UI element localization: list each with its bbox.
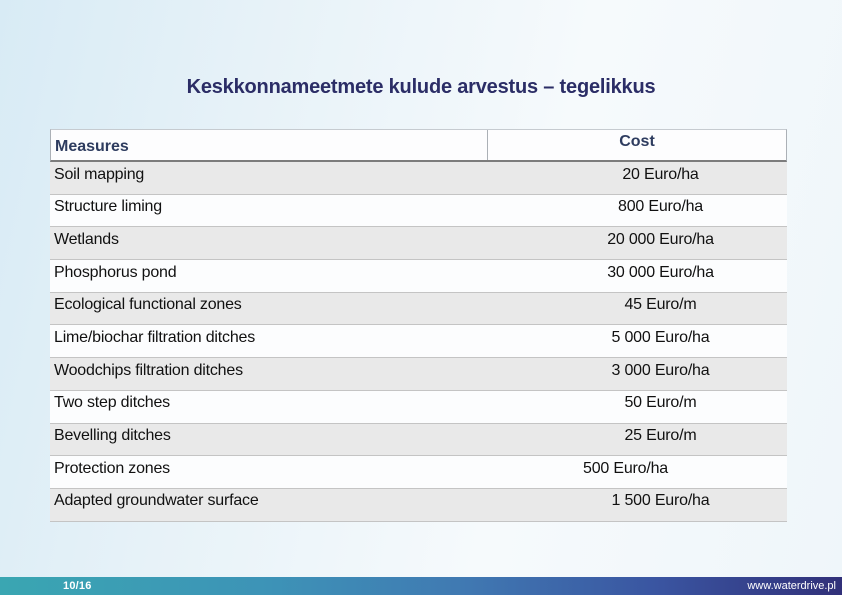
cost-cell: 5 000 Euro/ha	[611, 328, 710, 346]
table-row	[50, 227, 787, 260]
cost-cell: 45 Euro/m	[624, 296, 697, 314]
table-row	[50, 391, 787, 424]
cost-cell: 30 000 Euro/ha	[607, 263, 714, 281]
measures-column-header: Measures	[51, 130, 488, 160]
page-number: 10/16	[63, 580, 92, 592]
measure-cell: Adapted groundwater surface	[54, 492, 259, 510]
measure-cell: Woodchips filtration ditches	[54, 361, 243, 379]
table-row	[50, 456, 787, 489]
table-header-row	[50, 129, 787, 162]
cost-table	[50, 129, 787, 522]
measure-cell: Lime/biochar filtration ditches	[54, 328, 256, 346]
cost-column-header: Cost	[619, 133, 655, 150]
table-row	[50, 489, 787, 522]
cost-cell: 800 Euro/ha	[618, 198, 703, 216]
website-url: www.waterdrive.pl	[747, 580, 836, 592]
footer-bar	[0, 577, 842, 595]
cost-cell: 3 000 Euro/ha	[611, 361, 710, 379]
measure-cell: Protection zones	[54, 459, 170, 477]
table-row	[50, 260, 787, 293]
cost-cell: 20 000 Euro/ha	[607, 230, 714, 248]
cost-cell: 50 Euro/m	[624, 394, 697, 412]
measure-cell: Two step ditches	[54, 394, 170, 412]
measure-cell: Ecological functional zones	[54, 296, 242, 314]
cost-cell: 1 500 Euro/ha	[611, 492, 710, 510]
table-row	[50, 162, 787, 195]
table-row	[50, 325, 787, 358]
table-row	[50, 195, 787, 228]
measure-cell: Structure liming	[54, 198, 162, 216]
table-row	[50, 424, 787, 457]
table-row	[50, 293, 787, 326]
measure-cell: Phosphorus pond	[54, 263, 177, 281]
cost-cell: 500 Euro/ha	[583, 459, 668, 477]
cost-cell: 25 Euro/m	[624, 427, 697, 444]
slide-title: Keskkonnameetmete kulude arvestus – tegelikkus	[186, 76, 656, 98]
measure-cell: Bevelling ditches	[54, 427, 171, 444]
table-row	[50, 358, 787, 391]
table-body	[50, 162, 787, 522]
measure-cell: Soil mapping	[54, 165, 145, 183]
measure-cell: Wetlands	[54, 230, 119, 248]
cost-cell: 20 Euro/ha	[622, 165, 699, 183]
